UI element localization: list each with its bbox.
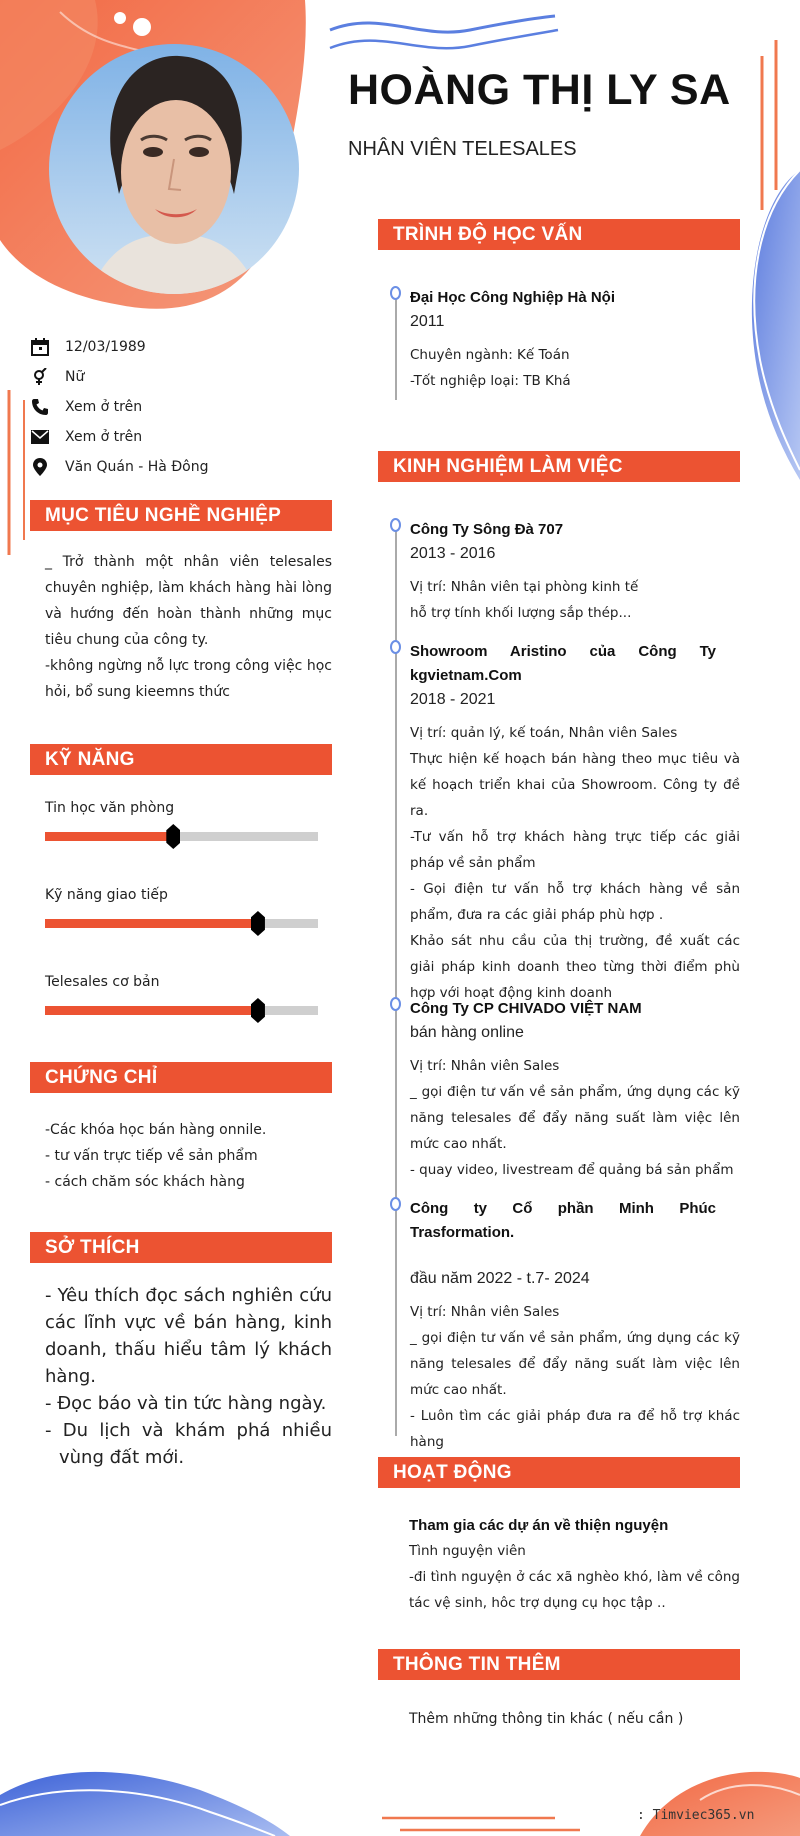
timeline-dot-icon [390,286,401,300]
more-info-heading: THÔNG TIN THÊM [378,1649,740,1680]
education-details [410,342,740,394]
hobby-item: - Yêu thích đọc sách nghiên cứu các lĩnh vực về bán hàng, kinh doanh, thấu hiểu tâm lý khách hàng. [45,1285,332,1387]
contact-birthday [30,332,330,362]
education-timeline [390,286,740,394]
job-description-line: Vị trí: quản lý, kế toán, Nhân viên Sales [410,725,678,741]
certificates-heading: CHỨNG CHỈ [30,1062,332,1093]
contact-address [30,452,330,482]
skill-item [45,974,318,990]
objective-heading: MỤC TIÊU NGHỀ NGHIỆP [30,500,332,531]
job-description-line: Vị trí: Nhân viên tại phòng kinh tế [410,579,639,595]
company-name: Showroom Aristino của Công Ty kgvietnam.Com [410,643,716,684]
skill-bar [45,1006,318,1015]
contact-list [30,332,330,482]
timeline-dot-icon [390,640,401,654]
job-description-line: Khảo sát nhu cầu của thị trường, đề xuất các giải pháp kinh doanh theo từng thời điểm phù hợp với hoạt động kinh doanh [410,933,740,1001]
skill-label: Kỹ năng giao tiếp [45,887,168,903]
candidate-name: HOÀNG THỊ LY SA [348,66,731,114]
job-description-line: Vị trí: Nhân viên Sales [410,1058,560,1074]
skill-fill [45,1006,258,1015]
activity-description: -đi tình nguyện ở các xã nghèo khó, làm về công tác vệ sinh, hôc trợ dụng cụ học tập .. [409,1569,740,1611]
experience-item [390,1197,740,1455]
timeline-dot-icon [390,997,401,1011]
experience-heading: KINH NGHIỆM LÀM VIỆC [378,451,740,482]
job-title: NHÂN VIÊN TELESALES [348,138,577,160]
profile-photo [49,44,299,294]
phone-text: Xem ở trên [65,399,143,415]
education-item [390,286,740,394]
gender-icon [30,367,50,387]
objective-line-2: -không ngừng nỗ lực trong công việc học hỏi, bổ sung kieemns thức [45,658,332,700]
job-description-line: _ gọi điện tư vấn về sản phẩm, ứng dụng các kỹ năng telesales để đẩy năng suất làm việc lên mức cao nhất. [410,1330,740,1398]
email-text: Xem ở trên [65,429,143,445]
activity-role: Tình nguyện viên [409,1543,526,1559]
job-description-line: -Tư vấn hỗ trợ khách hàng trực tiếp các giải pháp về sản phẩm [410,829,740,871]
contact-gender [30,362,330,392]
hobby-item: - Du lịch và khám phá nhiều vùng đất mới. [45,1420,332,1468]
job-description [410,1053,740,1183]
work-period: 2018 - 2021 [410,691,496,708]
job-description-line: - Luôn tìm các giải pháp đưa ra để hỗ trợ khác hàng [410,1408,740,1450]
experience-timeline [390,518,740,1455]
skill-fill [45,919,258,928]
timeline-dot-icon [390,518,401,532]
calendar-icon [30,337,50,357]
hobbies-heading: SỞ THÍCH [30,1232,332,1263]
skill-bar [45,832,318,841]
hobbies-list [45,1282,332,1471]
company-name: Công Ty CP CHIVADO VIỆT NAM [410,1000,642,1017]
job-description-line: - Gọi điện tư vấn hỗ trợ khách hàng về sản phẩm, đưa ra các giải pháp phù hợp . [410,881,740,923]
job-description-line: Vị trí: Nhân viên Sales [410,1304,560,1320]
activity-title: Tham gia các dự án về thiện nguyện [409,1517,669,1534]
skill-bar [45,919,318,928]
education-grade: -Tốt nghiệp loại: TB Khá [410,373,571,389]
education-major: Chuyên ngành: Kế Toán [410,347,570,363]
skill-item [45,887,318,903]
job-description-line: - quay video, livestream để quảng bá sản phẩm [410,1162,734,1178]
job-description-line: _ gọi điện tư vấn về sản phẩm, ứng dụng các kỹ năng telesales để đẩy năng suất làm việc lên mức cao nhất. [410,1084,740,1152]
job-description [410,720,740,1006]
contact-phone [30,392,330,422]
certificate-item: - tư vấn trực tiếp về sản phẩm [45,1148,258,1164]
company-name: Công ty Cổ phần Minh Phúc Trasformation. [410,1200,716,1241]
job-description-line: hỗ trợ tính khối lượng sắp thép... [410,605,632,621]
experience-item [390,640,740,1001]
skill-label: Telesales cơ bản [45,974,160,990]
job-description [410,1299,740,1455]
work-period: đầu năm 2022 - t.7- 2024 [410,1270,590,1287]
objective-content [45,549,332,705]
location-icon [30,457,50,477]
education-heading: TRÌNH ĐỘ HỌC VẤN [378,219,740,250]
work-period: bán hàng online [410,1024,524,1041]
mail-icon [30,427,50,447]
gender-text: Nữ [65,369,85,385]
birthday-text: 12/03/1989 [65,339,146,355]
job-description [410,574,740,626]
certificate-item: -Các khóa học bán hàng onnile. [45,1122,267,1138]
certificates-list [45,1117,332,1195]
more-info-text: Thêm những thông tin khác ( nếu cần ) [409,1711,684,1727]
school-name: Đại Học Công Nghiệp Hà Nội [410,289,616,306]
company-name: Công Ty Sông Đà 707 [410,521,564,538]
site-watermark: : Timviec365.vn [637,1808,755,1823]
skills-heading: KỸ NĂNG [30,744,332,775]
graduation-year: 2011 [410,313,445,330]
work-period: 2013 - 2016 [410,545,496,562]
experience-item [390,518,740,640]
address-text: Văn Quán - Hà Đông [65,459,209,475]
contact-email [30,422,330,452]
certificate-item: - cách chăm sóc khách hàng [45,1174,245,1190]
hobby-item: - Đọc báo và tin tức hàng ngày. [45,1393,327,1414]
timeline-dot-icon [390,1197,401,1211]
job-description-line: Thực hiện kế hoạch bán hàng theo mục tiêu và kế hoạch triển khai của Showroom. Công ty đề ra. [410,751,740,819]
experience-item [390,997,740,1197]
activity-item [409,1514,740,1616]
activities-heading: HOẠT ĐỘNG [378,1457,740,1488]
skill-label: Tin học văn phòng [45,800,175,816]
phone-icon [30,397,50,417]
skill-item [45,800,318,816]
skill-fill [45,832,173,841]
objective-line-1: _ Trở thành một nhân viên telesales chuyên nghiệp, làm khách hàng hài lòng và hướng đến hoàn thành những mục tiêu chung của công ty. [45,554,332,648]
